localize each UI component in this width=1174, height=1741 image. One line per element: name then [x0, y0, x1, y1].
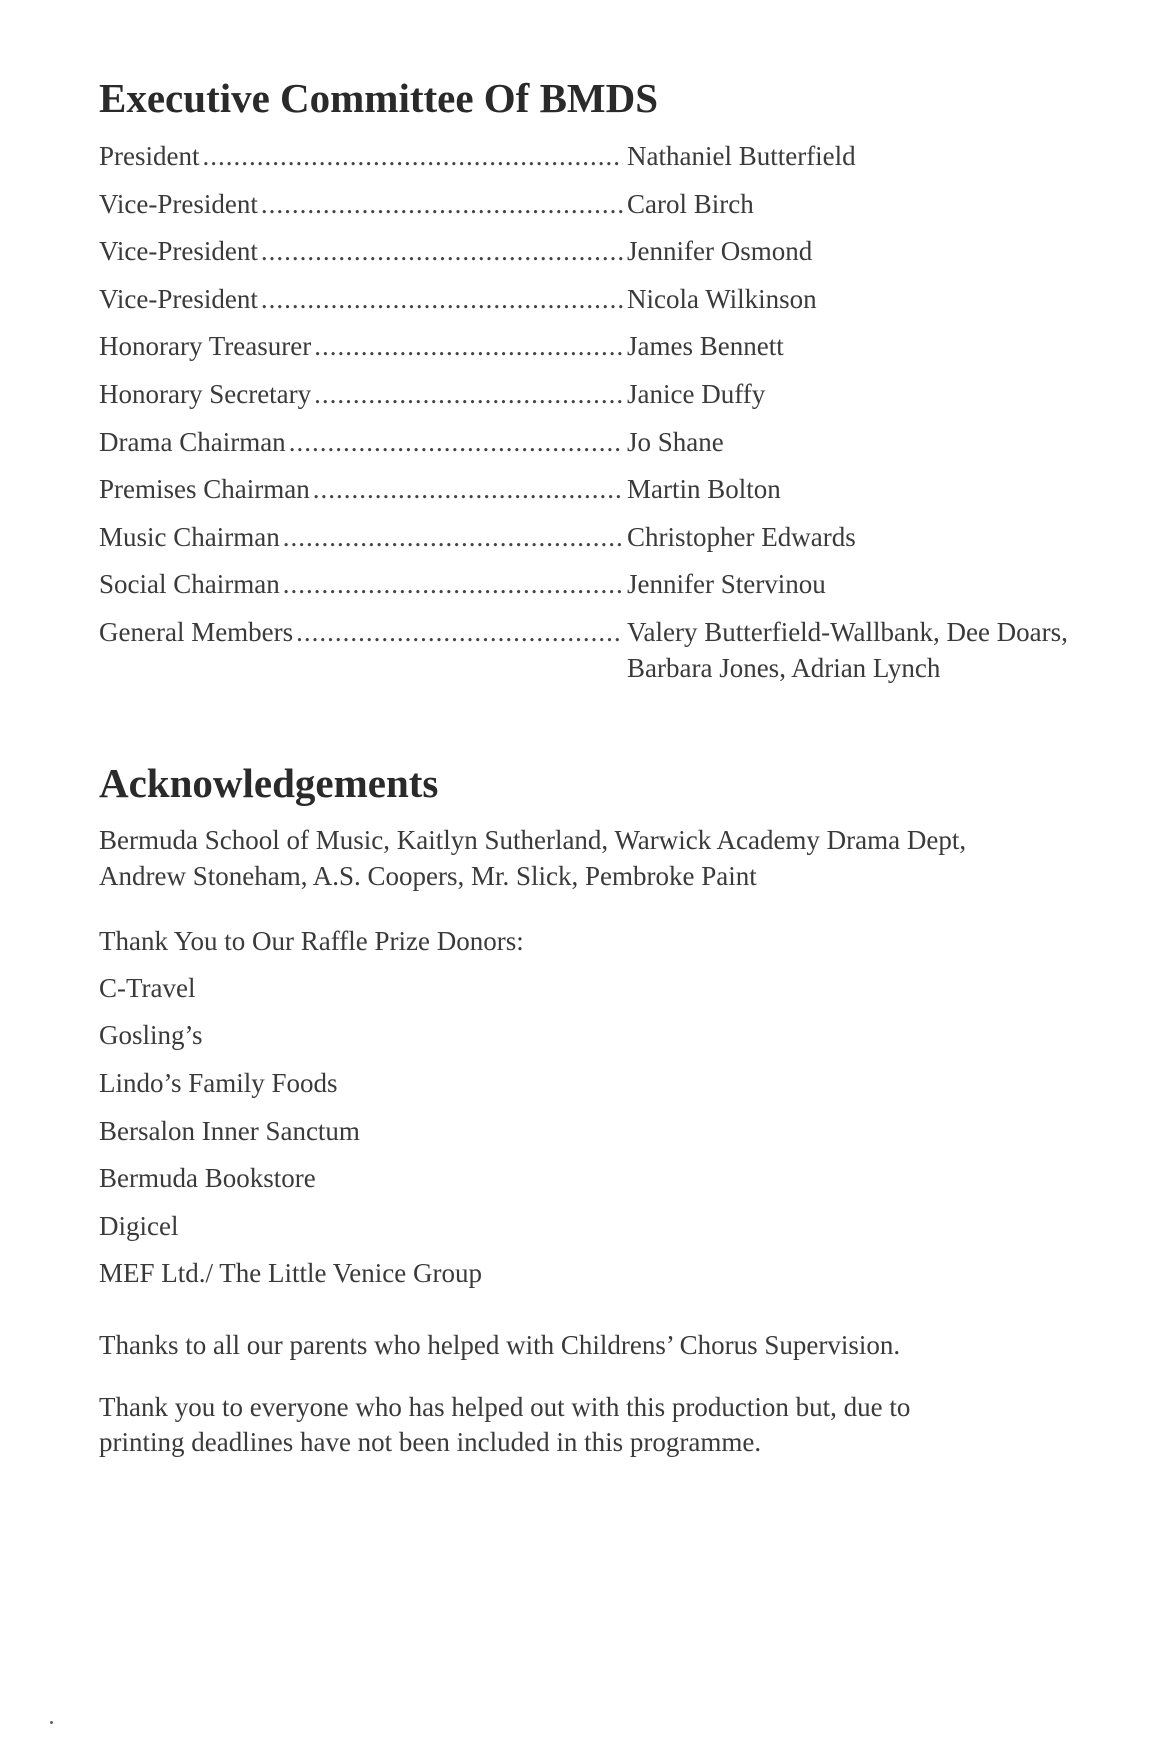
organisations-line-2: Andrew Stoneham, A.S. Coopers, Mr. Slick, Pembroke Paint [99, 860, 757, 891]
list-item: Gosling’s [99, 1020, 203, 1051]
parents-thanks: Thanks to all our parents who helped with Childrens’ Chorus Supervision. [99, 1330, 901, 1361]
committee-row [99, 615, 1119, 686]
leader-dots [314, 377, 623, 413]
organisations-line-1: Bermuda School of Music, Kaitlyn Sutherland, Warwick Academy Drama Dept, [99, 825, 967, 855]
acknowledgements-heading: Acknowledgements [99, 760, 439, 806]
acknowledgements-body [99, 823, 1099, 1461]
role-label: Vice-President [99, 234, 261, 270]
leader-dots [296, 615, 623, 651]
member-name: Christopher Edwards [627, 521, 856, 552]
closing-thanks [99, 1390, 1099, 1461]
leader-dots [261, 187, 623, 223]
raffle-donor-list [99, 971, 1099, 1304]
list-item: C-Travel [99, 972, 196, 1003]
list-item: Bermuda Bookstore [99, 1163, 316, 1194]
committee-row [99, 377, 1119, 425]
committee-list [99, 139, 1119, 686]
committee-row [99, 472, 1119, 520]
closing-line-1: Thank you to everyone who has helped out with this production but, due to [99, 1391, 911, 1422]
committee-row [99, 139, 1119, 187]
list-item: Lindo’s Family Foods [99, 1068, 338, 1099]
role-label: Vice-President [99, 282, 261, 318]
member-name: Janice Duffy [627, 378, 766, 409]
role-label: Social Chairman [99, 567, 283, 603]
role-label: Music Chairman [99, 520, 283, 556]
member-name: Carol Birch [627, 188, 754, 219]
role-label: Premises Chairman [99, 472, 313, 508]
role-label: General Members [99, 615, 296, 651]
member-name: Jennifer Osmond [627, 236, 813, 267]
committee-row [99, 425, 1119, 473]
scan-speck [50, 1721, 53, 1724]
committee-row [99, 520, 1119, 568]
member-names [623, 615, 1119, 686]
leader-dots [283, 567, 623, 603]
committee-row [99, 329, 1119, 377]
role-label: Drama Chairman [99, 425, 289, 461]
member-names-line-2: Barbara Jones, Adrian Lynch [627, 652, 941, 683]
member-name: Martin Bolton [627, 474, 781, 505]
committee-row [99, 187, 1119, 235]
leader-dots [283, 520, 623, 556]
closing-line-2: printing deadlines have not been included in this programme. [99, 1427, 762, 1458]
member-name: James Bennett [627, 331, 784, 362]
list-item: Digicel [99, 1210, 179, 1241]
member-name: Nathaniel Butterfield [627, 141, 856, 171]
leader-dots [313, 472, 623, 508]
list-item: MEF Ltd./ The Little Venice Group [99, 1258, 482, 1289]
committee-row [99, 567, 1119, 615]
committee-row [99, 282, 1119, 330]
role-label: Honorary Secretary [99, 377, 314, 413]
member-name: Jo Shane [627, 426, 724, 457]
role-label: Honorary Treasurer [99, 329, 314, 365]
leader-dots [261, 282, 623, 318]
member-name: Jennifer Stervinou [627, 569, 826, 600]
role-label: President [99, 139, 203, 175]
leader-dots [289, 425, 623, 461]
member-names-line-1: Valery Butterfield-Wallbank, Dee Doars, [627, 616, 1068, 647]
raffle-donors-heading: Thank You to Our Raffle Prize Donors: [99, 926, 524, 957]
list-item: Bersalon Inner Sanctum [99, 1115, 360, 1146]
role-label: Vice-President [99, 187, 261, 223]
committee-row [99, 234, 1119, 282]
executive-committee-heading: Executive Committee Of BMDS [99, 75, 659, 121]
member-name: Nicola Wilkinson [627, 283, 817, 314]
acknowledged-organisations [99, 823, 1099, 894]
leader-dots [314, 329, 623, 365]
leader-dots [261, 234, 623, 270]
leader-dots [203, 139, 624, 175]
